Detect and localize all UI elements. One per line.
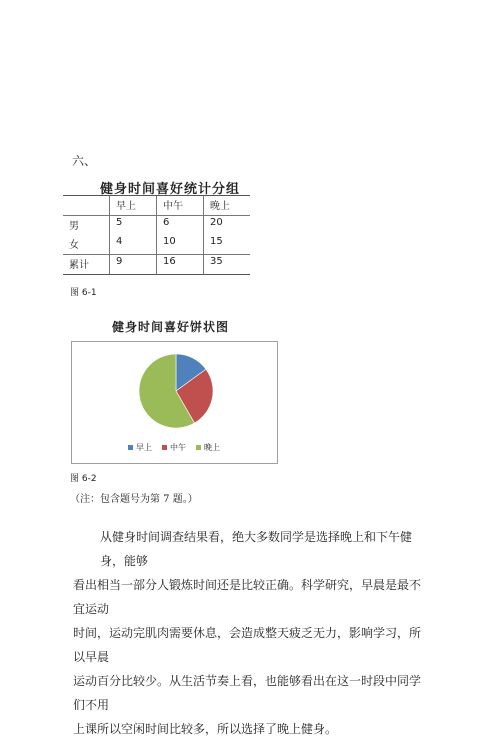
row-label: 累计 <box>63 255 110 275</box>
table-cell: 20 <box>204 216 251 236</box>
table-total-row <box>63 255 250 275</box>
table-header-cell <box>63 196 110 216</box>
table-cell: 9 <box>110 255 157 275</box>
paragraph-line: 看出相当一部分人锻炼时间还是比较正确。科学研究，早晨是最不宜运动 <box>73 578 422 616</box>
paragraph-line: 时间，运动完肌肉需要休息，会造成整天疲乏无力，影响学习，所以早晨 <box>73 626 422 664</box>
table-cell: 15 <box>204 235 251 255</box>
table-row <box>63 216 250 236</box>
chart-caption: 图 6-2 <box>70 474 97 484</box>
section-number: 六、 <box>72 154 97 168</box>
table-cell: 6 <box>157 216 204 236</box>
table-cell: 16 <box>157 255 204 275</box>
table-header-cell: 早上 <box>110 196 157 216</box>
analysis-paragraph <box>73 525 430 741</box>
legend-item <box>162 442 186 453</box>
legend-item <box>128 442 152 453</box>
legend-item <box>196 442 220 453</box>
table-header-cell: 晚上 <box>204 196 251 216</box>
row-label: 女 <box>69 240 79 251</box>
chart-title: 健身时间喜好饼状图 <box>112 320 230 334</box>
table-header-cell: 中午 <box>157 196 204 216</box>
chart-legend <box>128 442 220 453</box>
legend-label: 早上 <box>136 443 152 452</box>
legend-swatch <box>196 445 201 450</box>
table-cell: 35 <box>204 255 251 275</box>
table-cell: 5 <box>110 216 157 236</box>
stats-table <box>63 195 250 275</box>
table-header-row <box>63 196 250 216</box>
table-title: 健身时间喜好统计分组 <box>100 182 241 197</box>
paragraph-line: 上课所以空闲时间比较多，所以选择了晚上健身。 <box>73 722 338 736</box>
legend-swatch <box>162 445 167 450</box>
legend-label: 晚上 <box>204 443 220 452</box>
paragraph-line: 从健身时间调查结果看，绝大多数同学是选择晚上和下午健身，能够 <box>100 530 413 568</box>
table-row <box>63 235 250 255</box>
note-text: （注：包含题号为第 7 题。） <box>70 494 198 505</box>
table-cell: 4 <box>110 235 157 255</box>
paragraph-line: 运动百分比较少。从生活节奏上看，也能够看出在这一时段中同学们不用 <box>73 674 422 712</box>
table-cell: 10 <box>157 235 204 255</box>
row-label: 男 <box>69 221 79 232</box>
table-caption: 图 6-1 <box>70 288 97 298</box>
legend-label: 中午 <box>170 443 186 452</box>
legend-swatch <box>128 445 133 450</box>
